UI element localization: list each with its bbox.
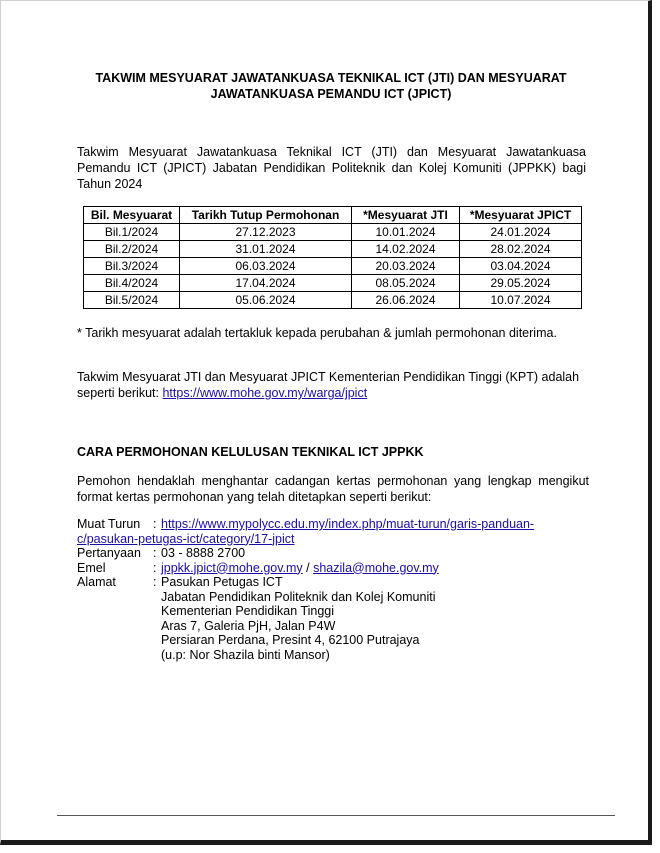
- table-row: [84, 275, 582, 292]
- cell-tarikh-tutup: 17.04.2024: [180, 275, 352, 292]
- table-row: [84, 258, 582, 275]
- colon: :: [153, 560, 157, 575]
- cell-jti: 20.03.2024: [352, 258, 460, 275]
- table-header-row: [84, 207, 582, 224]
- document-title: [77, 70, 585, 102]
- address-line: Persiaran Perdana, Presint 4, 62100 Putrajaya: [161, 633, 420, 647]
- address-line: Aras 7, Galeria PjH, Jalan P4W: [161, 618, 336, 633]
- footer-divider: [57, 815, 615, 816]
- address-line: Kementerian Pendidikan Tinggi: [161, 604, 335, 618]
- address-line: Jabatan Pendidikan Politeknik dan Kolej Komuniti: [161, 589, 436, 604]
- phone-row: [77, 546, 589, 561]
- cell-jti: 26.06.2024: [352, 292, 460, 309]
- phone-label: Pertanyaan: [77, 546, 141, 560]
- address-line: Pasukan Petugas ICT: [161, 575, 283, 589]
- download-link-continued[interactable]: c/pasukan-petugas-ict/category/17-jpict: [77, 531, 295, 546]
- title-line-1: TAKWIM MESYUARAT JAWATANKUASA TEKNIKAL ICT (JTI) DAN MESYUARAT: [95, 71, 567, 85]
- download-row-continued: [77, 532, 589, 547]
- section-heading-application: CARA PERMOHONAN KELULUSAN TEKNIKAL ICT JPPKK: [77, 445, 424, 459]
- email-separator: /: [302, 560, 314, 575]
- cell-tarikh-tutup: 05.06.2024: [180, 292, 352, 309]
- kpt-paragraph: [77, 369, 589, 401]
- intro-paragraph: Takwim Mesyuarat Jawatankuasa Teknikal ICT (JTI) dan Mesyuarat Jawatankuasa Pemandu ICT (JPICT) Jabatan Pendidikan Politeknik dan Kolej Komuniti (JPPKK) bagi Tahun 2024: [77, 145, 586, 191]
- download-link[interactable]: https://www.mypolycc.edu.my/index.php/muat-turun/garis-panduan-: [161, 517, 535, 531]
- cell-bil: Bil.3/2024: [84, 258, 180, 275]
- header-mesyuarat-jti: *Mesyuarat JTI: [352, 207, 460, 224]
- table-row: [84, 224, 582, 241]
- cell-bil: Bil.1/2024: [84, 224, 180, 241]
- table-row: [84, 292, 582, 309]
- address-row: [77, 575, 589, 662]
- kpt-jpict-link[interactable]: https://www.mohe.gov.my/warga/jpict: [162, 386, 368, 400]
- header-mesyuarat-jpict: *Mesyuarat JPICT: [460, 207, 582, 224]
- download-label: Muat Turun: [77, 517, 141, 531]
- colon: :: [153, 575, 157, 589]
- cell-bil: Bil.4/2024: [84, 275, 180, 292]
- cell-jpict: 28.02.2024: [460, 241, 582, 258]
- address-label: Alamat: [77, 575, 116, 589]
- meeting-schedule-table: [83, 206, 582, 309]
- schedule-footnote: * Tarikh mesyuarat adalah tertakluk kepada perubahan & jumlah permohonan diterima.: [77, 326, 557, 340]
- colon: :: [153, 517, 157, 531]
- cell-tarikh-tutup: 31.01.2024: [180, 241, 352, 258]
- download-row: [77, 517, 589, 532]
- cell-jpict: 24.01.2024: [460, 224, 582, 241]
- header-tarikh-tutup: Tarikh Tutup Permohonan: [180, 207, 352, 224]
- table-row: [84, 241, 582, 258]
- cell-jti: 14.02.2024: [352, 241, 460, 258]
- address-block: [161, 575, 589, 662]
- cell-bil: Bil.2/2024: [84, 241, 180, 258]
- email-row: [77, 561, 589, 576]
- cell-jpict: 29.05.2024: [460, 275, 582, 292]
- address-line: (u.p: Nor Shazila binti Mansor): [161, 647, 330, 662]
- application-method-paragraph: Pemohon hendaklah menghantar cadangan kertas permohonan yang lengkap mengikut format kertas permohonan yang telah ditetapkan seperti berikut:: [77, 474, 589, 504]
- cell-jti: 10.01.2024: [352, 224, 460, 241]
- cell-jti: 08.05.2024: [352, 275, 460, 292]
- cell-jpict: 10.07.2024: [460, 292, 582, 309]
- contact-details: [77, 517, 589, 662]
- kpt-text: Takwim Mesyuarat JTI dan Mesyuarat JPICT Kementerian Pendidikan Tinggi (KPT) adalah seperti berikut:: [77, 370, 580, 400]
- header-bil-mesyuarat: Bil. Mesyuarat: [84, 207, 180, 224]
- email-label: Emel: [77, 560, 106, 575]
- colon: :: [153, 546, 157, 560]
- cell-tarikh-tutup: 27.12.2023: [180, 224, 352, 241]
- email-link-shazila[interactable]: shazila@mohe.gov.my: [313, 560, 439, 575]
- phone-number: 03 - 8888 2700: [161, 546, 246, 560]
- email-link-jppkk[interactable]: jppkk.jpict@mohe.gov.my: [161, 560, 303, 575]
- cell-tarikh-tutup: 06.03.2024: [180, 258, 352, 275]
- cell-bil: Bil.5/2024: [84, 292, 180, 309]
- title-line-2: JAWATANKUASA PEMANDU ICT (JPICT): [210, 87, 452, 101]
- cell-jpict: 03.04.2024: [460, 258, 582, 275]
